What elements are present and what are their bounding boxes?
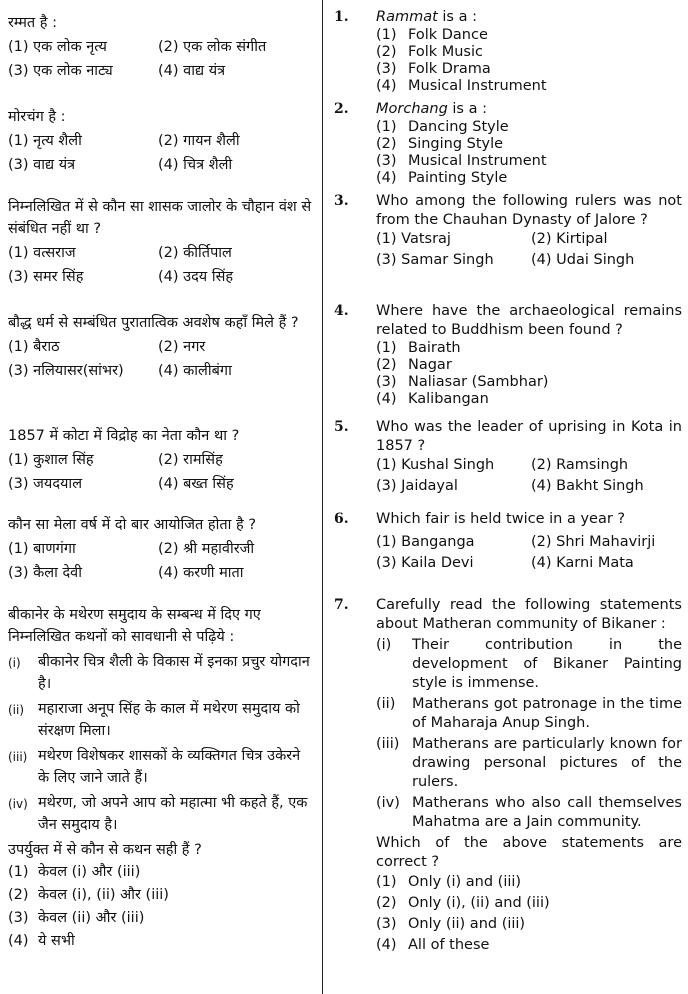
option-3: (3) Musical Instrument xyxy=(376,153,547,169)
option-4: (4) ये सभी xyxy=(8,933,75,949)
option-4: (4) उदय सिंह xyxy=(158,269,234,285)
option-2: (2) गायन शैली xyxy=(158,133,240,149)
option-2: (2) केवल (i), (ii) और (iii) xyxy=(8,887,169,903)
question-stem: मोरचंग है : xyxy=(8,109,66,125)
statement-list xyxy=(376,636,682,832)
option-4: (4) करणी माता xyxy=(158,565,244,581)
question-number: 2. xyxy=(334,101,349,117)
option-2: (2) एक लोक संगीत xyxy=(158,39,267,55)
option-3: (3) Only (ii) and (iii) xyxy=(376,916,526,932)
question-stem: बौद्ध धर्म से सम्बंधित पुरातात्विक अवशेष कहाँ मिले हैं ? xyxy=(8,315,299,331)
statement-list xyxy=(8,651,312,836)
option-3: (3) नलियासर(सांभर) xyxy=(8,363,124,379)
statement-i: (i) बीकानेर चित्र शैली के विकास में इनका प्रचुर योगदान है। xyxy=(8,654,310,692)
english-question-6 xyxy=(330,510,686,573)
question-number: 6. xyxy=(334,511,349,527)
question-stem: Where have the archaeological remains related to Buddhism been found ? xyxy=(376,303,682,338)
option-2: (2) नगर xyxy=(158,339,206,355)
hindi-question-5 xyxy=(8,425,312,495)
english-question-4 xyxy=(330,302,686,408)
option-2: (2) Singing Style xyxy=(376,136,504,152)
hindi-question-4 xyxy=(8,312,312,382)
option-2: (2) Only (i), (ii) and (iii) xyxy=(376,895,550,911)
option-3: (3) वाद्य यंत्र xyxy=(8,157,76,173)
question-number: 1. xyxy=(334,9,349,25)
option-1: (1) बैराठ xyxy=(8,339,60,355)
option-1: (1) कुशाल सिंह xyxy=(8,452,94,468)
statement-iv: (iv) मथेरण, जो अपने आप को महात्मा भी कहते हैं, एक जैन समुदाय है। xyxy=(8,795,308,833)
option-4: (4) चित्र शैली xyxy=(158,157,233,173)
statement-ii: (ii) महाराजा अनूप सिंह के काल में मथेरण समुदाय को संरक्षण मिला। xyxy=(8,701,300,739)
question-stem: 1857 में कोटा में विद्रोह का नेता कौन था ? xyxy=(8,428,240,444)
option-4: (4) Bakht Singh xyxy=(531,478,644,494)
option-3: (3) कैला देवी xyxy=(8,565,83,581)
option-3: (3) समर सिंह xyxy=(8,269,84,285)
question-stem: Rammat is a : xyxy=(376,9,477,25)
option-1: (1) Folk Dance xyxy=(376,27,488,43)
question-number: 4. xyxy=(334,303,349,319)
english-question-3 xyxy=(330,192,686,270)
question-number: 5. xyxy=(334,419,349,435)
option-2: (2) श्री महावीरजी xyxy=(158,541,255,557)
option-3: (3) Jaidayal xyxy=(376,478,458,494)
option-4: (4) Udai Singh xyxy=(531,252,635,268)
statement-iv: (iv) Matherans who also call themselves Mahatma are a Jain community. xyxy=(376,795,682,830)
option-2: (2) Kirtipal xyxy=(531,231,608,247)
english-question-1 xyxy=(330,8,686,95)
hindi-question-3 xyxy=(8,196,312,288)
option-4: (4) Karni Mata xyxy=(531,555,634,571)
option-4: (4) All of these xyxy=(376,937,490,953)
question-stem: Who was the leader of uprising in Kota in 1857 ? xyxy=(376,419,682,454)
option-1: (1) नृत्य शैली xyxy=(8,133,82,149)
hindi-question-7 xyxy=(8,604,312,953)
question-stem: Which fair is held twice in a year ? xyxy=(376,511,626,527)
option-4: (4) Kalibangan xyxy=(376,391,489,407)
option-1: (1) Banganga xyxy=(376,534,475,550)
option-3: (3) एक लोक नाट्य xyxy=(8,63,113,79)
option-1: (1) Only (i) and (iii) xyxy=(376,874,522,890)
option-2: (2) Folk Music xyxy=(376,44,483,60)
option-2: (2) Ramsingh xyxy=(531,457,629,473)
option-1: (1) Dancing Style xyxy=(376,119,509,135)
hindi-column xyxy=(0,0,318,994)
option-3: (3) जयदयाल xyxy=(8,476,83,492)
statement-ii: (ii) Matherans got patronage in the time of Maharaja Anup Singh. xyxy=(376,696,682,731)
english-question-2 xyxy=(330,100,686,187)
question-number: 3. xyxy=(334,193,349,209)
question-stem: रम्मत है : xyxy=(8,15,58,31)
question-prompt: उपर्युक्त में से कौन से कथन सही हैं ? xyxy=(8,842,202,858)
question-number: 7. xyxy=(334,597,349,613)
option-3: (3) Naliasar (Sambhar) xyxy=(376,374,549,390)
option-4: (4) वाद्य यंत्र xyxy=(158,63,226,79)
question-stem: Morchang is a : xyxy=(376,101,487,117)
option-2: (2) Shri Mahavirji xyxy=(531,534,656,550)
option-1: (1) Bairath xyxy=(376,340,461,356)
option-1: (1) वत्सराज xyxy=(8,245,76,261)
option-1: (1) Kushal Singh xyxy=(376,457,495,473)
question-stem: Who among the following rulers was not from the Chauhan Dynasty of Jalore ? xyxy=(376,193,682,228)
option-3: (3) Folk Drama xyxy=(376,61,491,77)
option-3: (3) केवल (ii) और (iii) xyxy=(8,910,145,926)
option-2: (2) Nagar xyxy=(376,357,452,373)
hindi-question-1 xyxy=(8,12,312,82)
question-stem: कौन सा मेला वर्ष में दो बार आयोजित होता है ? xyxy=(8,517,257,533)
option-1: (1) एक लोक नृत्य xyxy=(8,39,107,55)
hindi-question-2 xyxy=(8,106,312,176)
statement-iii: (iii) Matherans are particularly known for drawing personal pictures of the rulers. xyxy=(376,736,682,790)
question-stem: निम्नलिखित में से कौन सा शासक जालोर के चौहान वंश से संबंधित नहीं था ? xyxy=(8,199,312,237)
option-4: (4) बख्त सिंह xyxy=(158,476,234,492)
option-1: (1) केवल (i) और (iii) xyxy=(8,864,141,880)
statement-i: (i) Their contribution in the development of Bikaner Painting style is immense. xyxy=(376,637,682,691)
question-prompt: Which of the above statements are correct ? xyxy=(376,835,682,870)
statement-iii: (iii) मथेरण विशेषकर शासकों के व्यक्तिगत चित्र उकेरने के लिए जाने जाते हैं। xyxy=(8,748,301,786)
option-4: (4) कालीबंगा xyxy=(158,363,232,379)
option-2: (2) रामसिंह xyxy=(158,452,223,468)
hindi-question-6 xyxy=(8,514,312,584)
option-3: (3) Samar Singh xyxy=(376,252,494,268)
option-4: (4) Musical Instrument xyxy=(376,78,547,94)
english-question-5 xyxy=(330,418,686,496)
english-question-7 xyxy=(330,596,686,956)
option-2: (2) कीर्तिपाल xyxy=(158,245,232,261)
question-stem: बीकानेर के मथेरण समुदाय के सम्बन्ध में दिए गए निम्नलिखित कथनों को सावधानी से पढ़िये : xyxy=(8,607,261,645)
option-3: (3) Kaila Devi xyxy=(376,555,474,571)
english-column xyxy=(330,0,688,994)
option-1: (1) Vatsraj xyxy=(376,231,451,247)
option-4: (4) Painting Style xyxy=(376,170,508,186)
question-stem: Carefully read the following statements about Matheran community of Bikaner : xyxy=(376,597,682,632)
option-1: (1) बाणगंगा xyxy=(8,541,76,557)
column-divider xyxy=(322,0,323,994)
